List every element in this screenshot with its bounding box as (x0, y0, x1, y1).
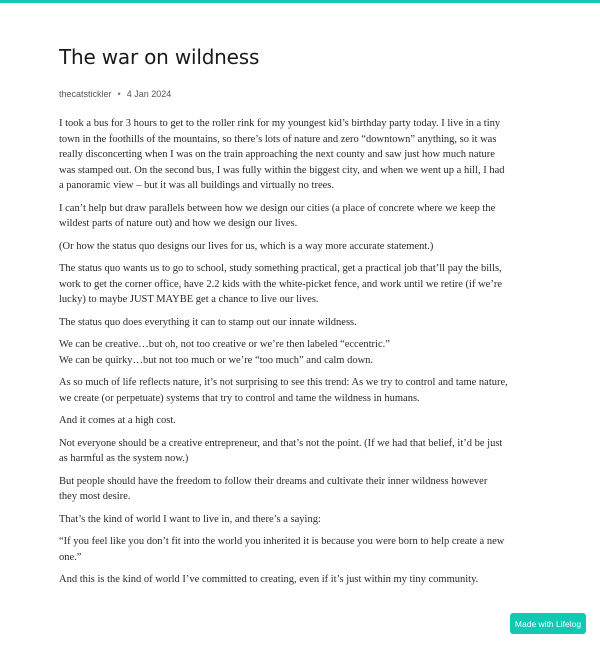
paragraph-line: But people should have the freedom to follow their dreams and cultivate their inner wildness however (59, 475, 488, 487)
paragraph-line: We can be quirky…but not too much or we’re “too much” and calm down. (59, 354, 374, 366)
author-name: thecatstickler (59, 89, 112, 99)
publish-date: 4 Jan 2024 (126, 89, 172, 99)
paragraph-line: town in the foothills of the mountains, so there’s lots of nature and zero “downtown” anything, so it was (59, 133, 497, 145)
paragraph (59, 512, 539, 528)
paragraph (59, 315, 539, 331)
paragraph (59, 413, 539, 429)
paragraph-line: The status quo wants us to go to school, study something practical, get a practical job that’ll pay the bills, (59, 263, 502, 274)
meta-separator: • (117, 89, 121, 99)
paragraph (59, 337, 539, 368)
paragraph-line: (Or how the status quo designs our lives for us, which is a way more accurate statement.) (59, 240, 434, 252)
paragraph-line: they most desire. (59, 491, 131, 502)
paragraph-line: one.” (59, 551, 82, 563)
article-body (59, 116, 539, 595)
paragraph-line: We can be creative…but oh, not too creative or we’re then labeled “eccentric.” (59, 339, 390, 350)
paragraph-line: was stamped out. On the second bus, I was fully within the biggest city, and when we went up a hill, I had (59, 164, 505, 176)
paragraph-line: wildest parts of nature out) and how we design our lives. (59, 218, 298, 229)
paragraph-line: And this is the kind of world I’ve committed to creating, even if it’s just within my tiny community. (59, 574, 479, 585)
paragraph (59, 239, 539, 255)
paragraph-line: As so much of life reflects nature, it’s not surprising to see this trend: As we try to control and tame nature, (59, 377, 508, 388)
paragraph (59, 436, 539, 467)
paragraph-line: lucky) to maybe JUST MAYBE get a chance to live our lives. (59, 294, 319, 305)
paragraph-line: a panoramic view – but it was all buildings and virtually no trees. (59, 180, 334, 191)
paragraph-line: we create (or perpetuate) systems that try to control and tame the wildness in humans. (59, 392, 420, 404)
paragraph (59, 534, 539, 565)
paragraph-line: The status quo does everything it can to stamp out our innate wildness. (59, 316, 357, 328)
paragraph-line: That’s the kind of world I want to live in, and there’s a saying: (59, 513, 321, 525)
paragraph (59, 116, 539, 194)
paragraph-line: I can’t help but draw parallels between how we design our cities (a place of concrete where we keep the (59, 202, 496, 214)
paragraph-line: work to get the corner office, have 2.2 kids with the white-picket fence, and work until we retire (if we’re (59, 278, 502, 290)
paragraph (59, 375, 539, 406)
article-meta (59, 89, 171, 99)
paragraph (59, 201, 539, 232)
paragraph-line: And it comes at a high cost. (59, 415, 176, 426)
paragraph-line: Not everyone should be a creative entrepreneur, and that’s not the point. (If we had that belief, it’d be just (59, 437, 503, 449)
paragraph-line: really disconcerting when I was on the train approaching the next county and saw just how much nature (59, 149, 495, 160)
top-accent-bar (0, 0, 600, 3)
paragraph-line: as harmful as the system now.) (59, 453, 189, 464)
paragraph (59, 261, 539, 308)
page-title: The war on wildness (59, 45, 260, 69)
paragraph (59, 474, 539, 505)
paragraph-line: I took a bus for 3 hours to get to the roller rink for my youngest kid’s birthday party today. I live in a tiny (59, 118, 501, 129)
made-with-lifelog-button[interactable]: Made with Lifelog (510, 613, 586, 634)
paragraph-line: “If you feel like you don’t fit into the world you inherited it is because you were born to help create a new (59, 536, 505, 547)
paragraph (59, 572, 539, 588)
